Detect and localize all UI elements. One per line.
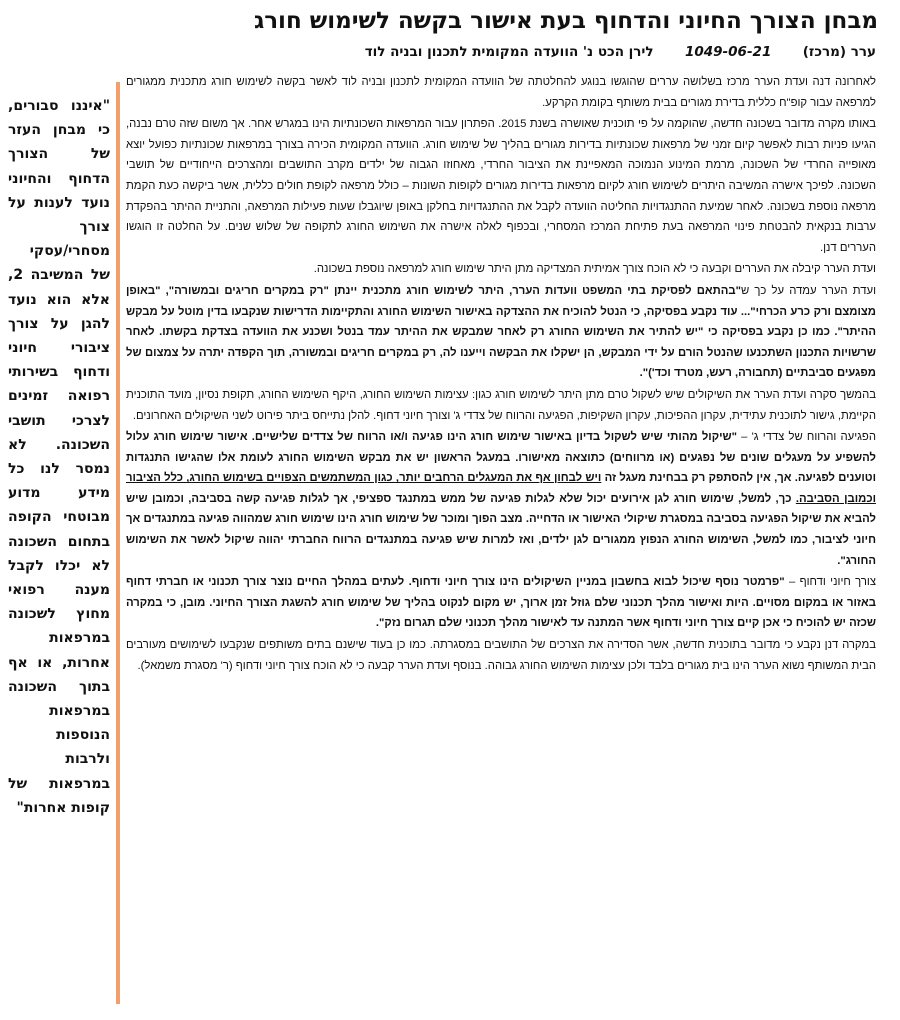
- urgent-need-quote: "פרמטר נוסף שיכול לבוא בחשבון במניין השיקולים הינו צורך חיוני ודחוף. לעתים במהלך החיים נוצר צורך תכנוני או חברתי דחוף באזור או במקום מסויים. היות ואישור מהלך תכנוני שלם גוזל זמן ארוך, יש מקום לנקוט בהליך של שימוש חורג להשגת הצורך החיוני. מובן, כי במקרה שכזה יש להוכיח כי אכן קיים צורך חיוני ודחוף אשר המתנה עד לאישור מהלך תכנוני שלם תגרום נזק".: [126, 576, 876, 630]
- pull-quote-divider: [116, 82, 120, 1004]
- article-paragraph: [126, 281, 876, 384]
- case-byline: [18, 42, 876, 62]
- article-paragraph: ועדת הערר קיבלה את העררים וקבעה כי לא הוכח צורך אמיתית המצדיקה מתן היתר שימוש חורג למרפאה נוספת בשכונה.: [313, 263, 876, 276]
- paragraph-intro: ועדת הערר עמדה על כך ש: [740, 284, 876, 297]
- case-number: 1049-06-21: [684, 44, 772, 60]
- third-party-quote: "שיקול מהותי שיש לשקול בדיון באישור שימוש חורג הינו פגיעה ו/או הרווח של צדדים שלישיים. אישור שימוש חורג עלול להשפיע על מעגלים שונים של נפגעים (או מרווחים) כתוצאה מאישורו. במעגל הראשון יש את מבקש השימוש החורג לעומת אלו שהגישו התנגדות וטוענים לפגיעה. אך, אין להסתפק רק בבחינת מעגל זה: [126, 431, 876, 485]
- third-party-quote-underlined: ויש לבחון אף את המעגלים הרחבים יותר, כגון המשתמשים הצפויים בשימוש החורג, כלל הציבור וכמובן הסביבה.: [126, 472, 876, 505]
- case-law-quote: "בהתאם לפסיקת בתי המשפט וועדות הערר, היתר לשימוש חורג מתכנית יינתן "רק במקרים חריגים ובמשורה", "באופן מצומצם ורק כרע הכרחי"... עוד נקבע בפסיקה, כי הנטל להוכיח את ההצדקה באישור השימוש החורג והתקיימות הדרישות שנקבעו בדין מוטל על מבקש ההיתר". כמו כן נקבע בפסיקה כי "יש להתיר את השימוש החורג רק לאחר שמבקש את ההיתר עמד בנטל ושכנע את הוועדה בצדקת בקשתו. לאחר שרשויות התכנון השתכנעו שהנטל הורם על ידי המבקש, הן ישקלו את הבקשה וייענו לה, רק במקרים חריגים ובמשורה, תוך הקפדה יתרה על צמצום של מפגעים סביבתיים (תחבורה, רעש, מטרד וכד')".: [126, 284, 876, 380]
- case-type: ערר (מרכז): [802, 44, 876, 60]
- pull-quote: "איננו סבורים, כי מבחן העזר של הצורך הדחוף והחיוני נועד לענות על צורך מסחרי/עסקי של המשיבה 2, אלא הוא נועד להגן על צורך ציבורי חיוני ודחוף בשירותי רפואה זמינים לצרכי תושבי השכונה. לא נמסר לנו כל מידע מדוע מבוטחי הקופה בתחום השכונה לא יכלו לקבל מענה רפואי מחוץ לשכונה במרפאות אחרות, או אף בתוך השכונה במרפאות הנוספות ולרבות במרפאות של קופות אחרות": [8, 98, 110, 816]
- article-paragraph: באותו מקרה מדובר בשכונה חדשה, שהוקמה על פי תוכנית שאושרה בשנת 2015. הפתרון עבור המרפאות השכונתיות הינו במגרש אחר. אך משום שזה טרם נבנה, הגיעו פניות רבות לאפשר קיום זמני של מרפאות שכונתיות בדירות מגורים בהליך של שימוש חורג. הוועדה המקומית הכירה בצורך במרפאות שכונתיות כפועל יוצא מאופייה החרדי של השכונה, מרמת המינוע הנמוכה המאפיינת את הציבור החרדי, מאחוזו הגבוה של ילדים מקרב התושבים ומהצרכים הייחודיים של תושבי השכונה. לפיכך אישרה המשיבה היתרים לשימוש חורג לקיום מרפאות בדירות מגורים לקופות השונות – כולל מרפאה לקופת חולים כללית, אשר ביקשה כעת הקמת מרפאה נוספת בשכונה. לאחר שמיעת ההתנגדויות החליטה הוועדה לקבל את ההתנגדויות בחלקן באופן שיוגבלו שעות פעילות המרפאה, והתניית ההיתר בהפקדת ערבות בנקאית להבטחת פינוי המרפאה בעת פתיחת המרכז המסחרי, ובכפוף לאלה אישרה את השימוש החורג לתקופה של שלוש שנים. על החלטה זו הוגשו העררים דנן.: [126, 118, 876, 254]
- article-paragraph: במקרה דנן נקבע כי מדובר בתוכנית חדשה, אשר הסדירה את הצרכים של התושבים במסגרתה. כמו כן בעוד שישנם בתים משותפים שנקבעו לשימושים מעורבים הבית המשותף נשוא הערר הינו בית מגורים בלבד ולכן עצימות השימוש החורג גבוהה. בנוסף ועדת הערר קבעה כי לא הוכח צורך חיוני ודחוף (ר' מסגרת משמאל).: [126, 639, 876, 672]
- case-parties: לירן הכט נ' הוועדה המקומית לתכנון ובניה לוד: [364, 44, 654, 60]
- article-headline: מבחן הצורך החיוני והדחוף בעת אישור בקשה לשימוש חורג: [253, 8, 878, 34]
- article-paragraph: לאחרונה דנה ועדת הערר מרכז בשלושה עררים שהוגשו בנוגע להחלטתה של הוועדה המקומית לתכנון ובניה לוד לאשר בקשה לשימוש חורג מתכנית ממגורים למרפאה עבור קופ"ח כללית בדירת מגורים בבית משותף בקומת הקרקע.: [126, 76, 876, 109]
- paragraph-intro: הפגיעה והרווח של צדדי ג' –: [736, 431, 876, 444]
- article-paragraph: בהמשך סקרה ועדת הערר את השיקולים שיש לשקול טרם מתן היתר לשימוש חורג כגון: עצימות השימוש החורג, היקף השימוש החורג, תקופת נסיון, מועד התוכנית הקיימת, גישור לתוכנית עתידית, עקרון ההפיכות, עקרון השקיפות, הפגיעה והרווח של צדדי ג' וצורך חיוני דחוף. להלן נתייחס ביתר פירוט לשני השיקולים האחרונים.: [126, 388, 876, 422]
- article-body: [126, 72, 876, 1016]
- article-paragraph: [126, 427, 876, 571]
- paragraph-intro: צורך חיוני ודחוף –: [784, 576, 876, 589]
- article-paragraph: [126, 572, 876, 634]
- third-party-quote-continued: כך, למשל, שימוש חורג לגן אירועים יכול שלא לגלות פגיעה של ממש במתנגד ספציפי, אך לגלות פגיעה קשה בסביבה, וכמובן שיש להביא את שיקול הפגיעה בסביבה במסגרת שיקולי האישור או הדחייה. מצב הפוך ומוכר של שימוש חורג הינו שימוש חורג שמהווה פגיעה במתנגדים אך חיוני לציבור, כמו למשל, השימוש החורג הנפוץ ממגורים לגן ילדים, ואז למרות שיש פגיעה במתנגדים הרווח החברתי יהווה שיקול לאשר את השימוש החורג".: [126, 492, 876, 567]
